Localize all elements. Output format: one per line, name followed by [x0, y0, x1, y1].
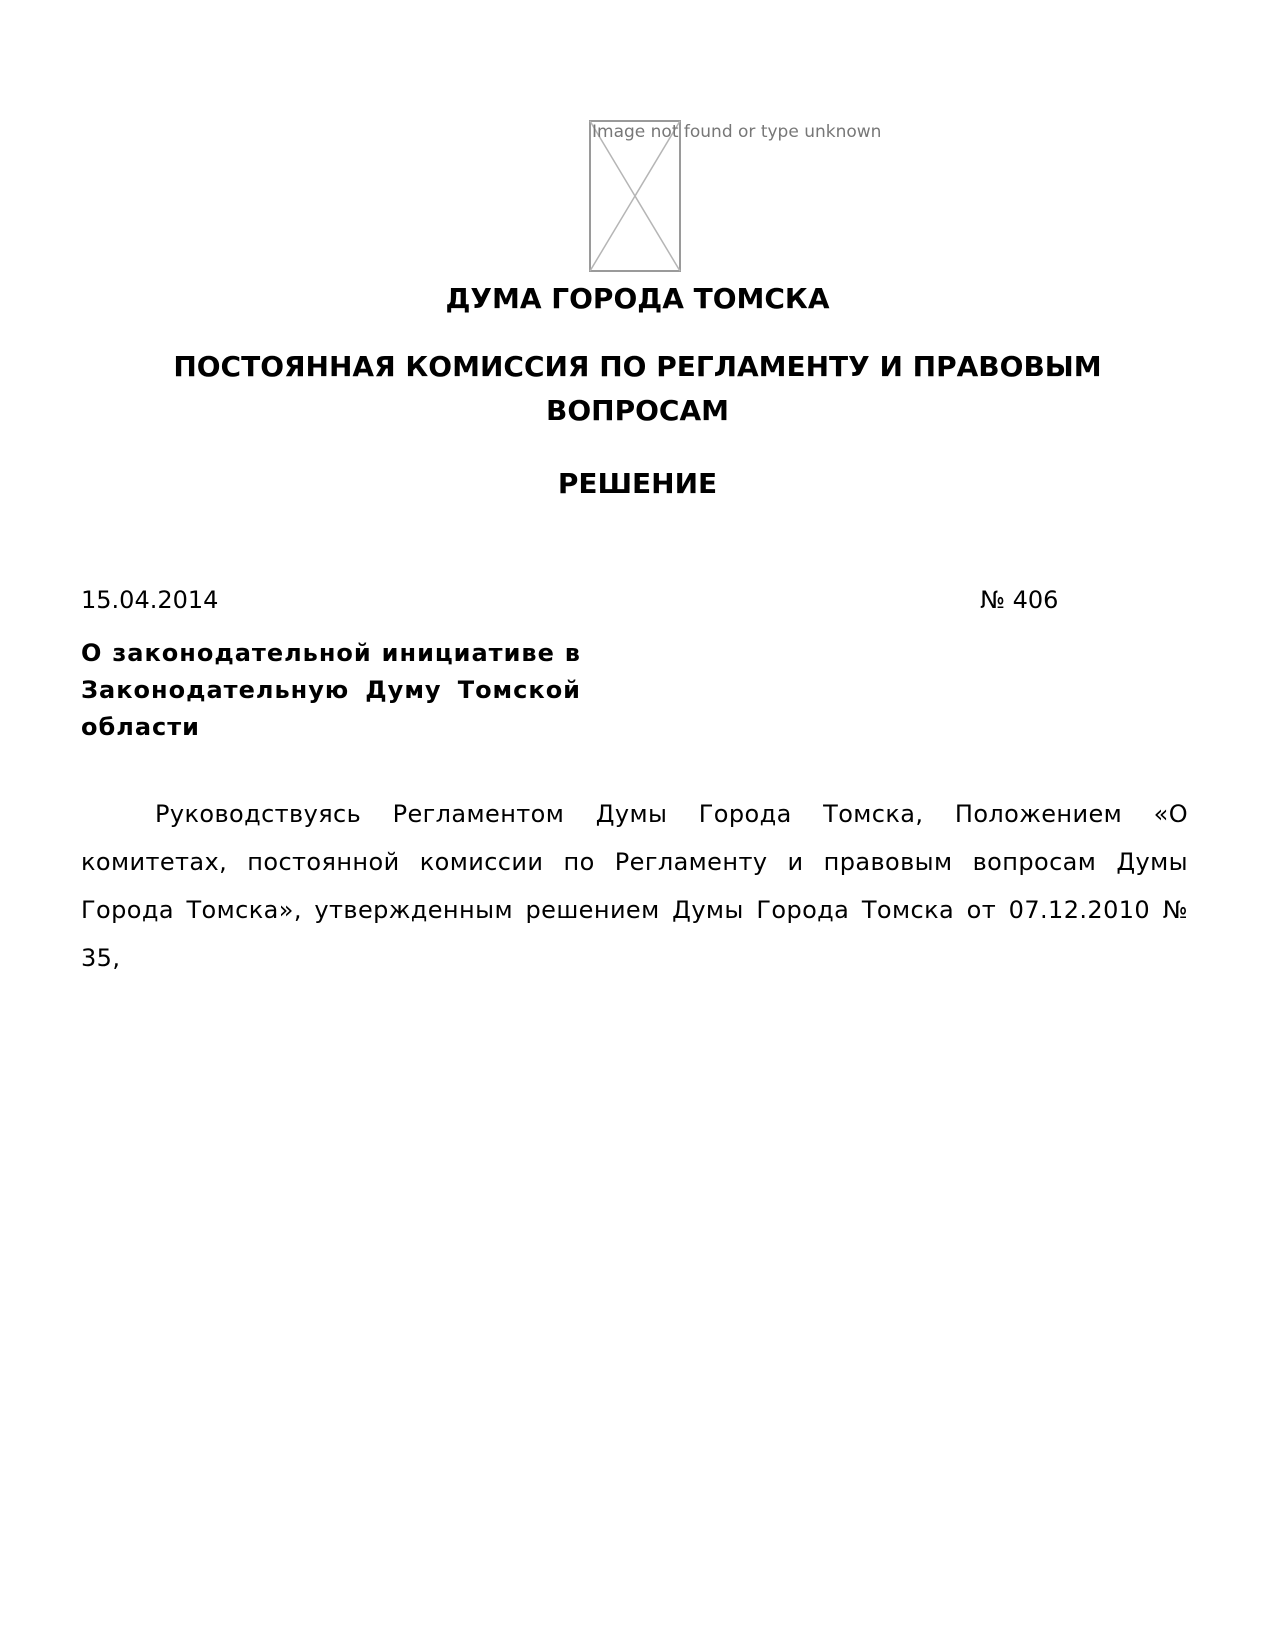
document-kind-title: РЕШЕНИЕ — [557, 467, 718, 500]
image-alt-text: Image not found or type unknown — [592, 122, 882, 142]
broken-image-icon — [589, 120, 681, 272]
document-number: № 406 — [980, 586, 1059, 614]
broken-image-placeholder — [589, 120, 882, 272]
document-subject: О законодательной инициативе в Законодательную Думу Томской области — [81, 639, 581, 741]
body-paragraph: Руководствуясь Регламентом Думы Города Томска, Положением «О комитетах, постоянной комиссии по Регламенту и правовым вопросам Думы Города Томска», утвержденным решением Думы Города Томска от 07.12.2010 № 35, — [81, 800, 1188, 972]
organization-title: ДУМА ГОРОДА ТОМСКА — [445, 282, 830, 315]
commission-title: ПОСТОЯННАЯ КОМИССИЯ ПО РЕГЛАМЕНТУ И ПРАВОВЫМ ВОПРОСАМ — [173, 350, 1102, 427]
document-date: 15.04.2014 — [81, 586, 219, 614]
